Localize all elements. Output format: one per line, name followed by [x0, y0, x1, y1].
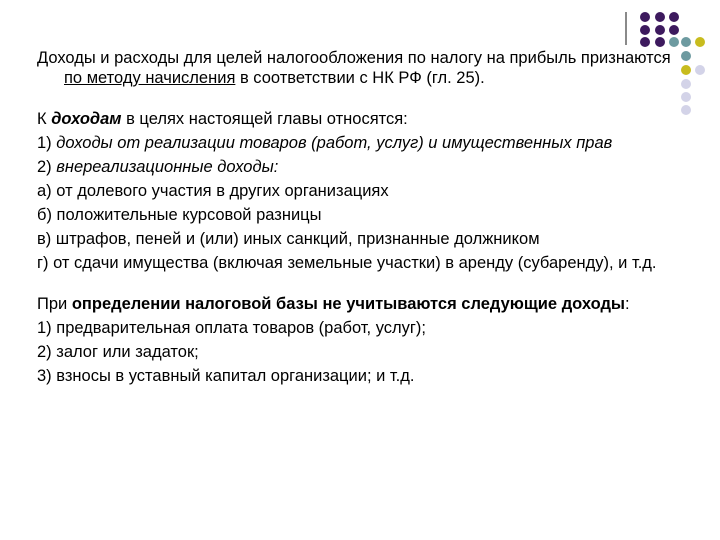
decorative-dot: [669, 25, 679, 35]
decorative-dot: [640, 12, 650, 22]
item-text: доходы от реализации товаров (работ, услуг) и имущественных прав: [56, 134, 613, 152]
excluded-item-1: 1) предварительная оплата товаров (работ, услуг);: [37, 319, 426, 337]
decorative-dot: [655, 25, 665, 35]
decorative-dot: [655, 37, 665, 47]
intro-paragraph: [37, 48, 677, 88]
slide-content: [37, 48, 677, 390]
intro-text-end: в соответствии с НК РФ (гл. 25).: [235, 69, 485, 87]
exclusion-bold: определении налоговой базы не учитываются следующие доходы: [71, 295, 626, 313]
income-heading-prefix: К: [37, 110, 52, 128]
income-term: доходам: [51, 110, 122, 128]
decorative-dot: [669, 12, 679, 22]
decorative-dot: [655, 12, 665, 22]
decorative-dot: [669, 37, 679, 47]
exclusion-prefix: При: [37, 295, 72, 313]
sub-item-g: г) от сдачи имущества (включая земельные участки) в аренду (субаренду), и т.д.: [37, 254, 657, 272]
income-item-2: [37, 157, 677, 177]
decorative-dot: [695, 65, 705, 75]
decorative-dot: [681, 51, 691, 61]
decorative-dot: [681, 65, 691, 75]
accrual-method-link[interactable]: по методу начисления: [64, 69, 236, 87]
exclusion-colon: :: [625, 295, 630, 313]
income-item-1: [37, 133, 677, 153]
decorative-dot: [681, 92, 691, 102]
sub-item-a: а) от долевого участия в других организациях: [37, 182, 389, 200]
decorative-dot: [640, 25, 650, 35]
item-text: внереализационные доходы:: [56, 158, 279, 176]
intro-text: Доходы и расходы для целей налогообложения по налогу на прибыль признаются: [37, 49, 671, 67]
sub-item-b: б) положительные курсовой разницы: [37, 206, 322, 224]
item-number: 2): [37, 158, 57, 176]
decorative-dot: [695, 37, 705, 47]
income-heading-suffix: в целях настоящей главы относятся:: [121, 110, 408, 128]
item-number: 1): [37, 134, 57, 152]
divider-line: [625, 12, 627, 45]
decorative-dot: [681, 105, 691, 115]
income-heading: [37, 109, 677, 129]
decorative-dot: [640, 37, 650, 47]
decorative-dot: [681, 79, 691, 89]
decorative-dot: [681, 37, 691, 47]
excluded-item-2: 2) залог или задаток;: [37, 343, 199, 361]
excluded-item-3: 3) взносы в уставный капитал организации; и т.д.: [37, 367, 415, 385]
sub-item-v: в) штрафов, пеней и (или) иных санкций, признанные должником: [37, 230, 540, 248]
exclusion-heading: [37, 294, 677, 314]
